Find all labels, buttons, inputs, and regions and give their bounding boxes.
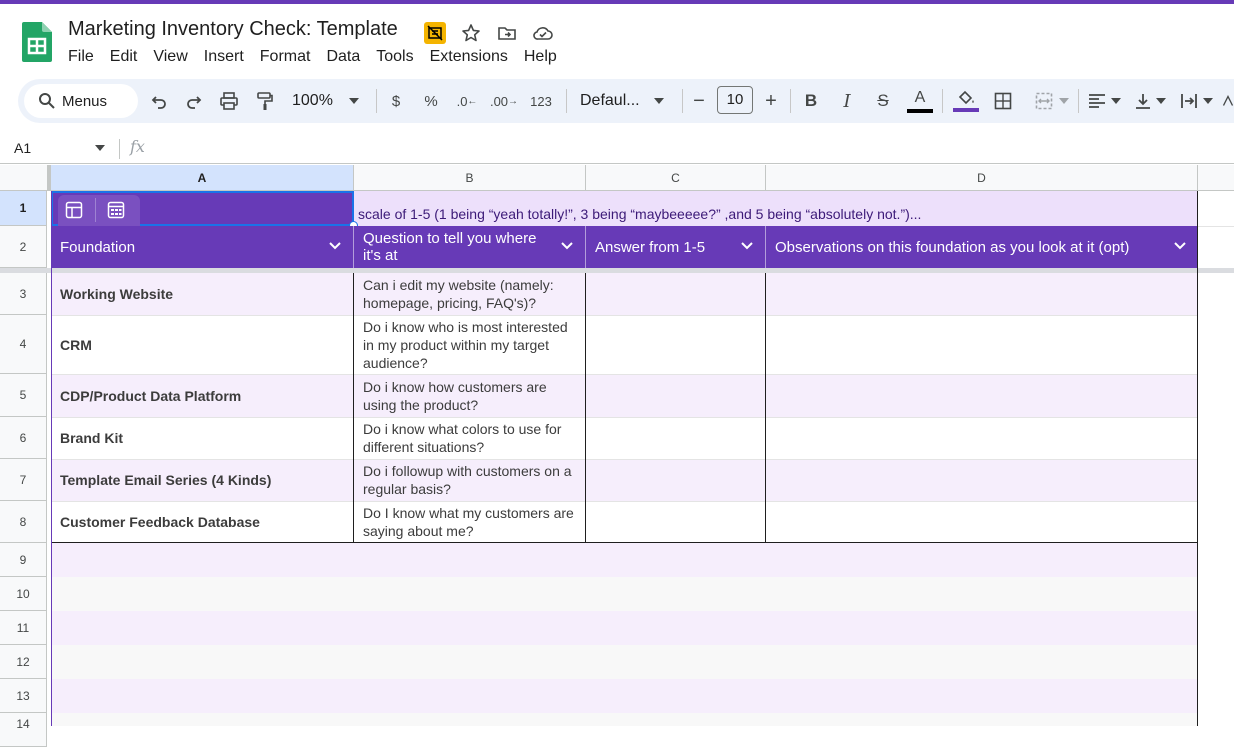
print-icon[interactable] [218,88,240,114]
question-cell[interactable]: Do i know how customers are using the product? [363,378,547,413]
menu-view[interactable]: View [153,48,188,65]
cloud-saved-icon[interactable] [532,22,554,44]
toolbar-divider [566,89,567,113]
italic-button[interactable]: I [843,90,851,112]
foundation-cell[interactable]: Template Email Series (4 Kinds) [60,472,272,488]
row-header-9[interactable]: 9 [0,543,47,577]
foundation-cell[interactable]: CDP/Product Data Platform [60,387,242,404]
align-bottom-icon [1135,92,1151,110]
row-header-5[interactable]: 5 [0,374,47,417]
text-color-button[interactable] [906,88,934,114]
star-icon[interactable] [460,22,482,44]
menu-file[interactable]: File [68,48,94,65]
header-question-label: Question to tell you where it's at [363,230,537,264]
increase-font-size-icon[interactable]: + [765,89,777,112]
increase-decimal-button[interactable] [491,88,517,114]
chevron-down-icon[interactable] [95,145,105,151]
text-color-swatch [907,109,933,113]
font-family-value: Defaul... [580,92,640,109]
row-13-band[interactable] [52,679,1197,713]
percent-format-button[interactable]: % [424,92,438,110]
chevron-down-icon[interactable] [1174,242,1186,250]
column-header-e[interactable] [1198,165,1234,191]
name-box[interactable]: A1 [14,140,32,156]
table-right-border [1197,191,1198,726]
toolbar-divider [790,89,791,113]
answer-column-cells[interactable] [586,273,766,543]
chevron-down-icon [1059,98,1069,104]
menu-bar [60,46,565,68]
toolbar-divider [1078,89,1079,113]
header-observations-label: Observations on this foundation as you look at it (opt) [775,238,1130,256]
foundation-cell[interactable]: Customer Feedback Database [60,514,260,530]
chevron-down-icon [349,98,359,104]
chevron-down-icon[interactable] [741,242,753,250]
table-view-icon[interactable] [107,201,125,219]
chevron-down-icon [654,98,664,104]
currency-format-button[interactable]: $ [391,92,401,110]
column-border [353,273,354,543]
number-format-button[interactable]: 123 [530,93,552,109]
fx-icon: fx [130,137,145,156]
column-header-b[interactable]: B [354,165,586,191]
row-header-1[interactable]: 1 [0,191,47,226]
header-answer-label: Answer from 1-5 [595,238,706,256]
row-header-11[interactable]: 11 [0,611,47,645]
document-title[interactable]: Marketing Inventory Check: Template [68,18,398,40]
toolbar-divider [682,89,683,113]
menus-search-button[interactable] [24,84,138,118]
select-all-corner[interactable] [0,165,51,191]
align-left-icon [1088,93,1106,109]
row-header-4[interactable]: 4 [0,315,47,374]
column-header-a[interactable]: A [51,165,354,191]
row-header-10[interactable]: 10 [0,577,47,611]
toolbar-divider [376,89,377,113]
header-answer[interactable] [586,226,766,268]
row-header-7[interactable]: 7 [0,459,47,501]
menu-extensions[interactable]: Extensions [429,48,508,65]
column-border [585,273,586,543]
menu-edit[interactable]: Edit [109,48,138,65]
row-header-13[interactable]: 13 [0,679,47,713]
arrow-right-icon: → [508,95,519,107]
wrap-icon [1180,93,1198,109]
fill-color-button[interactable] [952,88,980,114]
question-cell[interactable]: Can i edit my website (namely: homepage, pricing, FAQ's)? [363,277,554,311]
menu-format[interactable]: Format [259,48,311,65]
increase-decimal-label: .00 [489,93,509,109]
question-cell[interactable]: Do i know who is most interested in my product within my target audience? [363,318,568,371]
decrease-decimal-button[interactable] [455,88,479,114]
question-cell[interactable]: Do I know what my customers are saying about me? [363,505,574,539]
menu-insert[interactable]: Insert [203,48,244,65]
chevron-down-icon [1203,98,1213,104]
row-header-6[interactable]: 6 [0,417,47,459]
horizontal-align-button[interactable] [1086,88,1122,114]
row-12-band[interactable] [52,645,1197,679]
top-accent-stripe [0,0,1234,4]
row-11-band[interactable] [52,611,1197,645]
merge-icon [1035,92,1053,110]
foundation-cell[interactable]: Working Website [60,286,174,302]
vertical-align-button[interactable] [1132,88,1168,114]
column-header-d[interactable]: D [766,165,1198,191]
paint-bucket-icon [956,90,976,106]
column-header-c[interactable]: C [586,165,766,191]
chevron-down-icon [1156,98,1166,104]
row-9-band[interactable] [52,543,1197,577]
sheets-logo-icon[interactable] [22,22,52,62]
undo-icon[interactable] [148,88,170,114]
header-foundation-label: Foundation [60,238,136,256]
row-header-14[interactable]: 14 [0,713,47,747]
menus-label: Menus [62,92,108,110]
chevron-down-icon[interactable] [561,242,573,250]
chevron-down-icon [1111,98,1121,104]
strikethrough-button[interactable]: S [877,91,889,110]
menu-help[interactable]: Help [523,48,557,65]
question-cell[interactable]: Do i know what colors to use for different situations? [363,421,562,455]
header-foundation[interactable] [51,226,354,268]
merge-cells-button[interactable] [1030,88,1074,114]
fill-color-swatch [953,108,979,112]
formula-bar [0,131,1234,164]
table-icon[interactable] [65,201,83,219]
question-cell[interactable]: Do i followup with customers on a regular basis? [363,463,572,497]
row-10-band[interactable] [52,577,1197,611]
row-header-12[interactable]: 12 [0,645,47,679]
menu-tools[interactable]: Tools [376,48,414,65]
cell-a1[interactable] [51,191,354,226]
arrow-left-icon: ← [467,95,478,107]
decrease-decimal-label: .0 [456,93,468,109]
zoom-value: 100% [292,92,333,109]
column-border [765,273,766,543]
move-to-folder-icon[interactable] [496,22,518,44]
row-header-3[interactable]: 3 [0,273,47,315]
rating-scale-note: scale of 1-5 (1 being “yeah totally!”, 3 being “maybeeeee?” ,and 5 being “absolutely not.”)... [358,206,922,222]
header-observations[interactable] [766,226,1198,268]
observation-column-cells[interactable] [766,273,1198,543]
formula-divider [119,139,120,159]
row-header-8[interactable]: 8 [0,501,47,543]
row-header-2[interactable]: 2 [0,226,47,268]
font-size-input[interactable]: 10 [717,86,753,114]
text-rotation-button[interactable] [1222,88,1234,114]
header-question[interactable] [354,226,586,268]
toolbar-divider [942,89,943,113]
row-14-band[interactable] [52,713,1197,726]
row-gridline [1198,226,1234,227]
chevron-down-icon[interactable] [329,242,341,250]
decrease-font-size-icon[interactable]: − [693,89,705,112]
menu-data[interactable]: Data [326,48,361,65]
text-rotation-icon [1222,93,1234,109]
text-wrapping-button[interactable] [1178,88,1214,114]
chip-divider [95,198,96,222]
font-family-select[interactable] [580,88,672,114]
search-icon [38,92,56,110]
zoom-select[interactable] [292,88,368,114]
foundation-cell[interactable]: CRM [60,336,92,353]
borders-icon[interactable] [992,88,1014,114]
text-color-label: A [914,88,926,106]
redo-icon[interactable] [183,88,205,114]
slashed-chart-icon[interactable] [424,22,446,44]
paint-format-icon[interactable] [254,88,276,114]
foundation-cell[interactable]: Brand Kit [60,430,123,446]
bold-button[interactable]: B [804,91,818,110]
